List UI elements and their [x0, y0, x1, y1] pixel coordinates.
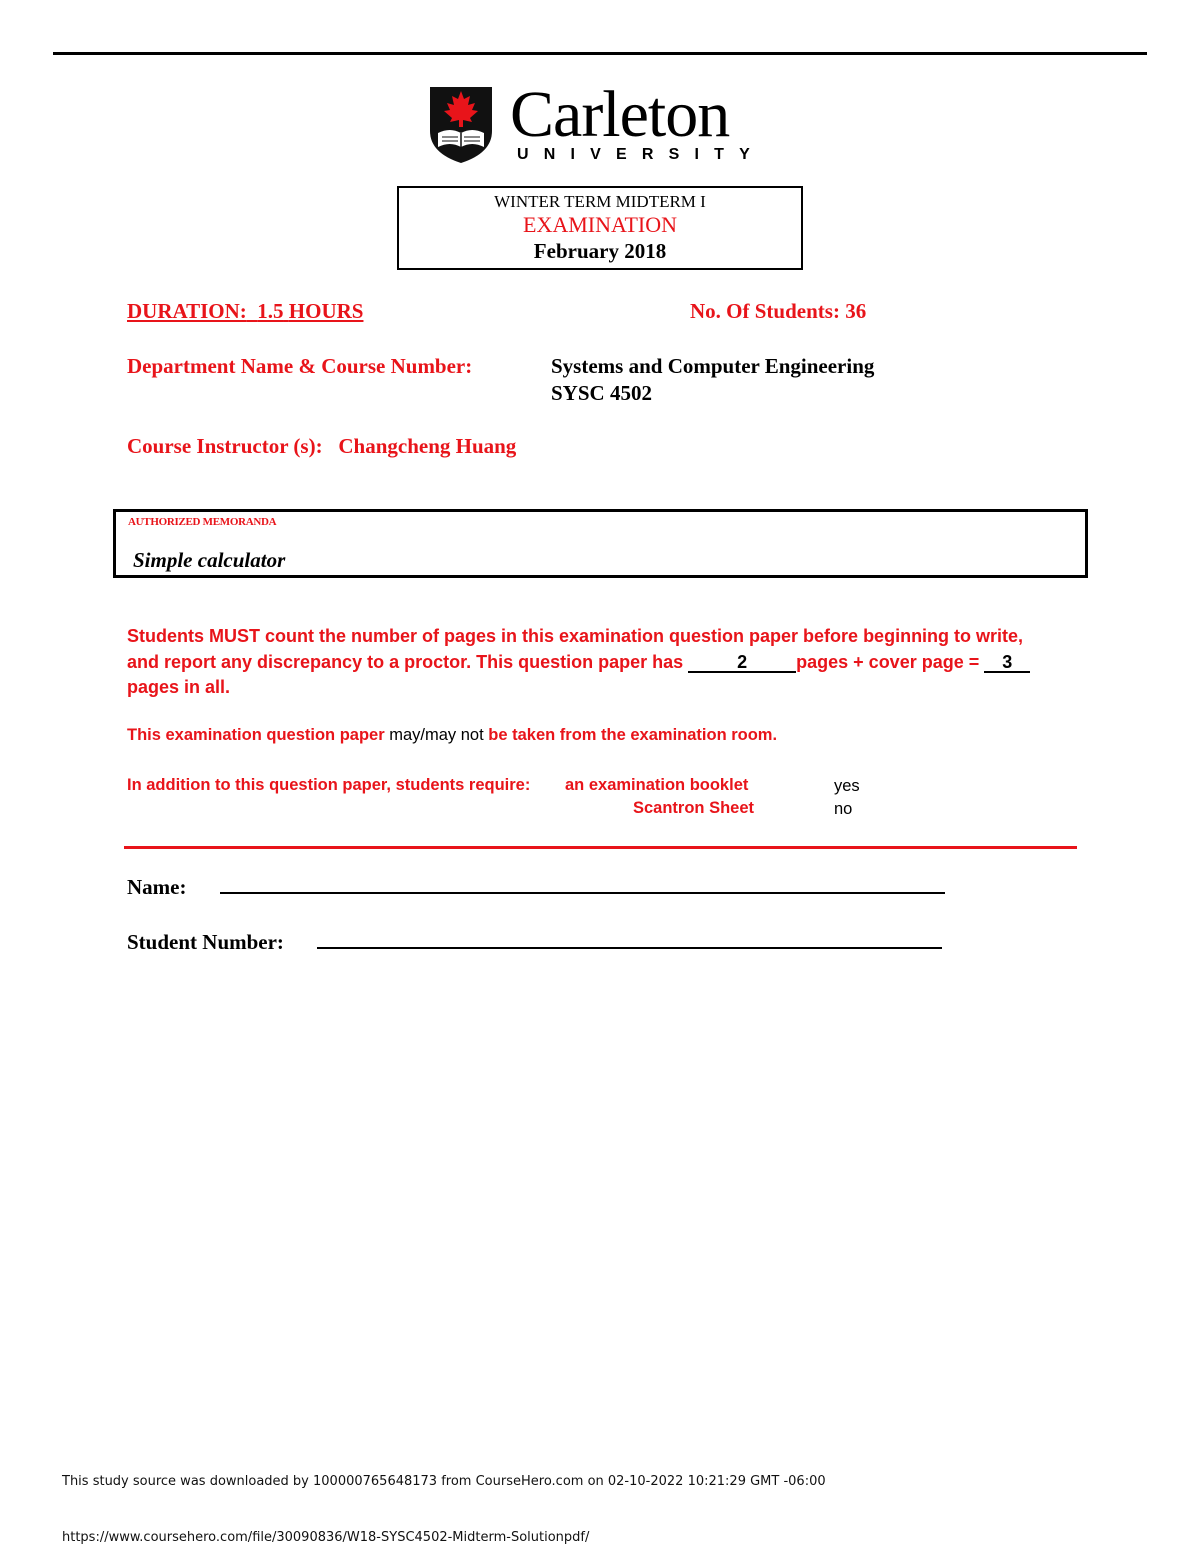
instructions-text-3: pages in all.	[127, 677, 231, 697]
room-note-choice: may/may not	[389, 726, 484, 744]
requirement-value-booklet: yes	[834, 777, 860, 795]
instructor-name: Changcheng Huang	[338, 434, 517, 458]
student-number-field[interactable]	[317, 947, 942, 949]
room-note	[127, 724, 777, 746]
department-label: Department Name & Course Number:	[127, 354, 473, 378]
duration-unit: HOURS	[288, 299, 364, 323]
instructions-text-1: Students MUST count the number of pages in this examination question paper before beginning to write, and report any discrepancy to a proctor. This question paper has	[127, 626, 1024, 672]
download-note: This study source was downloaded by 100000765648173 from CourseHero.com on 02-10-2022 10:21:29 GMT -06:00	[62, 1474, 826, 1489]
top-rule	[53, 52, 1147, 55]
exam-date: February 2018	[533, 239, 667, 263]
memoranda-label: AUTHORIZED MEMORANDA	[128, 516, 277, 528]
total-pages-blank: 3	[984, 653, 1030, 673]
duration-value: 1.5	[257, 299, 284, 323]
exam-term: WINTER TERM MIDTERM I	[494, 192, 706, 211]
name-label: Name:	[127, 875, 187, 899]
instructions-text-2: pages + cover page =	[796, 651, 985, 672]
separator-rule	[124, 846, 1077, 849]
memoranda-box	[113, 509, 1088, 578]
duration-row	[127, 299, 363, 323]
students-row	[690, 299, 866, 323]
pages-blank: 2	[688, 653, 796, 673]
carleton-shield-logo-icon	[428, 85, 494, 165]
students-count: 36	[845, 299, 867, 323]
student-number-label: Student Number:	[127, 930, 284, 954]
requirement-label-booklet: an examination booklet	[565, 776, 749, 794]
department-name: Systems and Computer Engineering	[551, 354, 875, 378]
room-note-text-1: This examination question paper	[127, 726, 390, 744]
requirements-intro: In addition to this question paper, students require:	[127, 776, 531, 794]
instructor-label: Course Instructor (s):	[127, 434, 323, 458]
memoranda-value: Simple calculator	[133, 548, 286, 572]
instructor-row	[127, 434, 516, 458]
exam-title-box	[397, 186, 803, 270]
exam-type: EXAMINATION	[523, 212, 677, 237]
students-label: No. Of Students:	[690, 299, 840, 323]
requirement-label-scantron: Scantron Sheet	[633, 799, 755, 817]
logo-subtitle: UNIVERSITY	[517, 146, 766, 163]
logo-wordmark: Carleton	[510, 78, 730, 151]
course-number: SYSC 4502	[551, 381, 652, 405]
name-field[interactable]	[220, 892, 945, 894]
source-url[interactable]: https://www.coursehero.com/file/30090836/W18-SYSC4502-Midterm-Solutionpdf/	[62, 1530, 590, 1545]
room-note-text-2: be taken from the examination room.	[483, 726, 778, 744]
page-count-instructions	[127, 624, 1057, 701]
requirement-value-scantron: no	[834, 800, 853, 818]
duration-label: DURATION:	[127, 299, 247, 323]
